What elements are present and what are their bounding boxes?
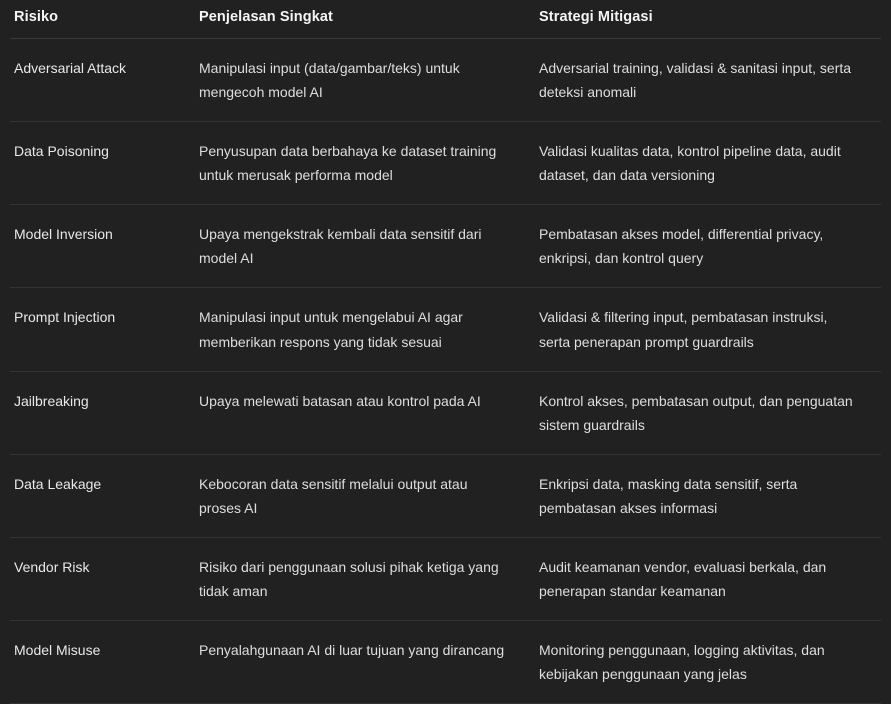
cell-mitigasi: Kontrol akses, pembatasan output, dan penguatan sistem guardrails bbox=[535, 371, 881, 454]
cell-penjelasan: Risiko dari penggunaan solusi pihak ketiga yang tidak aman bbox=[195, 537, 535, 620]
column-header-risiko: Risiko bbox=[10, 0, 195, 39]
cell-penjelasan: Manipulasi input untuk mengelabui AI agar memberikan respons yang tidak sesuai bbox=[195, 288, 535, 371]
cell-risiko: Vendor Risk bbox=[10, 537, 195, 620]
table-row bbox=[10, 205, 881, 288]
cell-risiko: Data Leakage bbox=[10, 454, 195, 537]
cell-mitigasi: Audit keamanan vendor, evaluasi berkala, dan penerapan standar keamanan bbox=[535, 537, 881, 620]
cell-risiko: Adversarial Attack bbox=[10, 39, 195, 122]
cell-mitigasi: Enkripsi data, masking data sensitif, serta pembatasan akses informasi bbox=[535, 454, 881, 537]
table-row bbox=[10, 288, 881, 371]
cell-penjelasan: Penyalahgunaan AI di luar tujuan yang dirancang bbox=[195, 621, 535, 704]
cell-risiko: Jailbreaking bbox=[10, 371, 195, 454]
cell-mitigasi: Validasi kualitas data, kontrol pipeline data, audit dataset, dan data versioning bbox=[535, 122, 881, 205]
cell-penjelasan: Upaya melewati batasan atau kontrol pada AI bbox=[195, 371, 535, 454]
cell-penjelasan: Manipulasi input (data/gambar/teks) untuk mengecoh model AI bbox=[195, 39, 535, 122]
column-header-penjelasan-singkat: Penjelasan Singkat bbox=[195, 0, 535, 39]
cell-mitigasi: Pembatasan akses model, differential privacy, enkripsi, dan kontrol query bbox=[535, 205, 881, 288]
column-header-strategi-mitigasi: Strategi Mitigasi bbox=[535, 0, 881, 39]
cell-risiko: Model Misuse bbox=[10, 621, 195, 704]
cell-penjelasan: Kebocoran data sensitif melalui output atau proses AI bbox=[195, 454, 535, 537]
table-row bbox=[10, 621, 881, 704]
cell-penjelasan: Penyusupan data berbahaya ke dataset training untuk merusak performa model bbox=[195, 122, 535, 205]
cell-risiko: Prompt Injection bbox=[10, 288, 195, 371]
cell-mitigasi: Validasi & filtering input, pembatasan instruksi, serta penerapan prompt guardrails bbox=[535, 288, 881, 371]
cell-mitigasi: Monitoring penggunaan, logging aktivitas, dan kebijakan penggunaan yang jelas bbox=[535, 621, 881, 704]
table-row bbox=[10, 454, 881, 537]
cell-risiko: Model Inversion bbox=[10, 205, 195, 288]
table-header-row bbox=[10, 0, 881, 39]
table-row bbox=[10, 537, 881, 620]
table-row bbox=[10, 122, 881, 205]
table-header bbox=[10, 0, 881, 39]
cell-mitigasi: Adversarial training, validasi & sanitasi input, serta deteksi anomali bbox=[535, 39, 881, 122]
cell-penjelasan: Upaya mengekstrak kembali data sensitif dari model AI bbox=[195, 205, 535, 288]
table-body bbox=[10, 39, 881, 704]
cell-risiko: Data Poisoning bbox=[10, 122, 195, 205]
ai-risk-mitigation-table bbox=[10, 0, 881, 704]
table-row bbox=[10, 39, 881, 122]
table-row bbox=[10, 371, 881, 454]
